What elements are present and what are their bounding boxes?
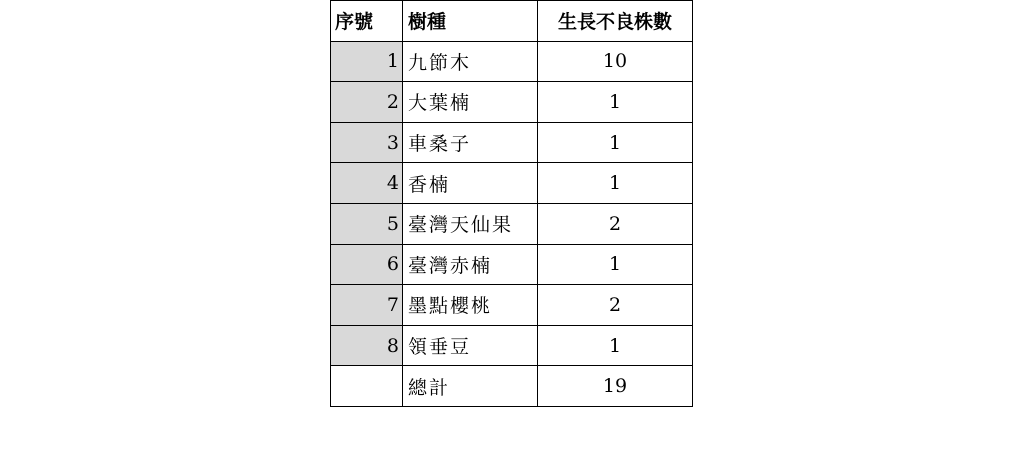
row-count: 1 xyxy=(538,163,693,204)
header-tree-species: 樹種 xyxy=(403,1,538,42)
row-number: 2 xyxy=(331,82,403,123)
row-number: 8 xyxy=(331,325,403,366)
row-species: 九節木 xyxy=(403,41,538,82)
row-number: 4 xyxy=(331,163,403,204)
table-row xyxy=(331,41,693,82)
row-species: 領垂豆 xyxy=(403,325,538,366)
row-number: 7 xyxy=(331,285,403,326)
row-number: 3 xyxy=(331,122,403,163)
table-row xyxy=(331,325,693,366)
tree-growth-table xyxy=(330,0,693,407)
row-count: 10 xyxy=(538,41,693,82)
total-blank-cell xyxy=(331,366,403,407)
total-row xyxy=(331,366,693,407)
total-label: 總計 xyxy=(403,366,538,407)
row-species: 香楠 xyxy=(403,163,538,204)
table-header-row xyxy=(331,1,693,42)
table-row xyxy=(331,285,693,326)
table-row xyxy=(331,203,693,244)
row-species: 大葉楠 xyxy=(403,82,538,123)
row-count: 2 xyxy=(538,285,693,326)
header-poor-growth-count: 生長不良株數 xyxy=(538,1,693,42)
row-count: 1 xyxy=(538,244,693,285)
row-number: 6 xyxy=(331,244,403,285)
row-species: 墨點櫻桃 xyxy=(403,285,538,326)
row-count: 1 xyxy=(538,122,693,163)
row-species: 車桑子 xyxy=(403,122,538,163)
row-count: 1 xyxy=(538,82,693,123)
row-species: 臺灣天仙果 xyxy=(403,203,538,244)
table-row xyxy=(331,122,693,163)
row-count: 1 xyxy=(538,325,693,366)
total-count: 19 xyxy=(538,366,693,407)
table-row xyxy=(331,163,693,204)
row-count: 2 xyxy=(538,203,693,244)
row-number: 1 xyxy=(331,41,403,82)
row-species: 臺灣赤楠 xyxy=(403,244,538,285)
header-serial-number: 序號 xyxy=(331,1,403,42)
table-row xyxy=(331,244,693,285)
table-row xyxy=(331,82,693,123)
row-number: 5 xyxy=(331,203,403,244)
